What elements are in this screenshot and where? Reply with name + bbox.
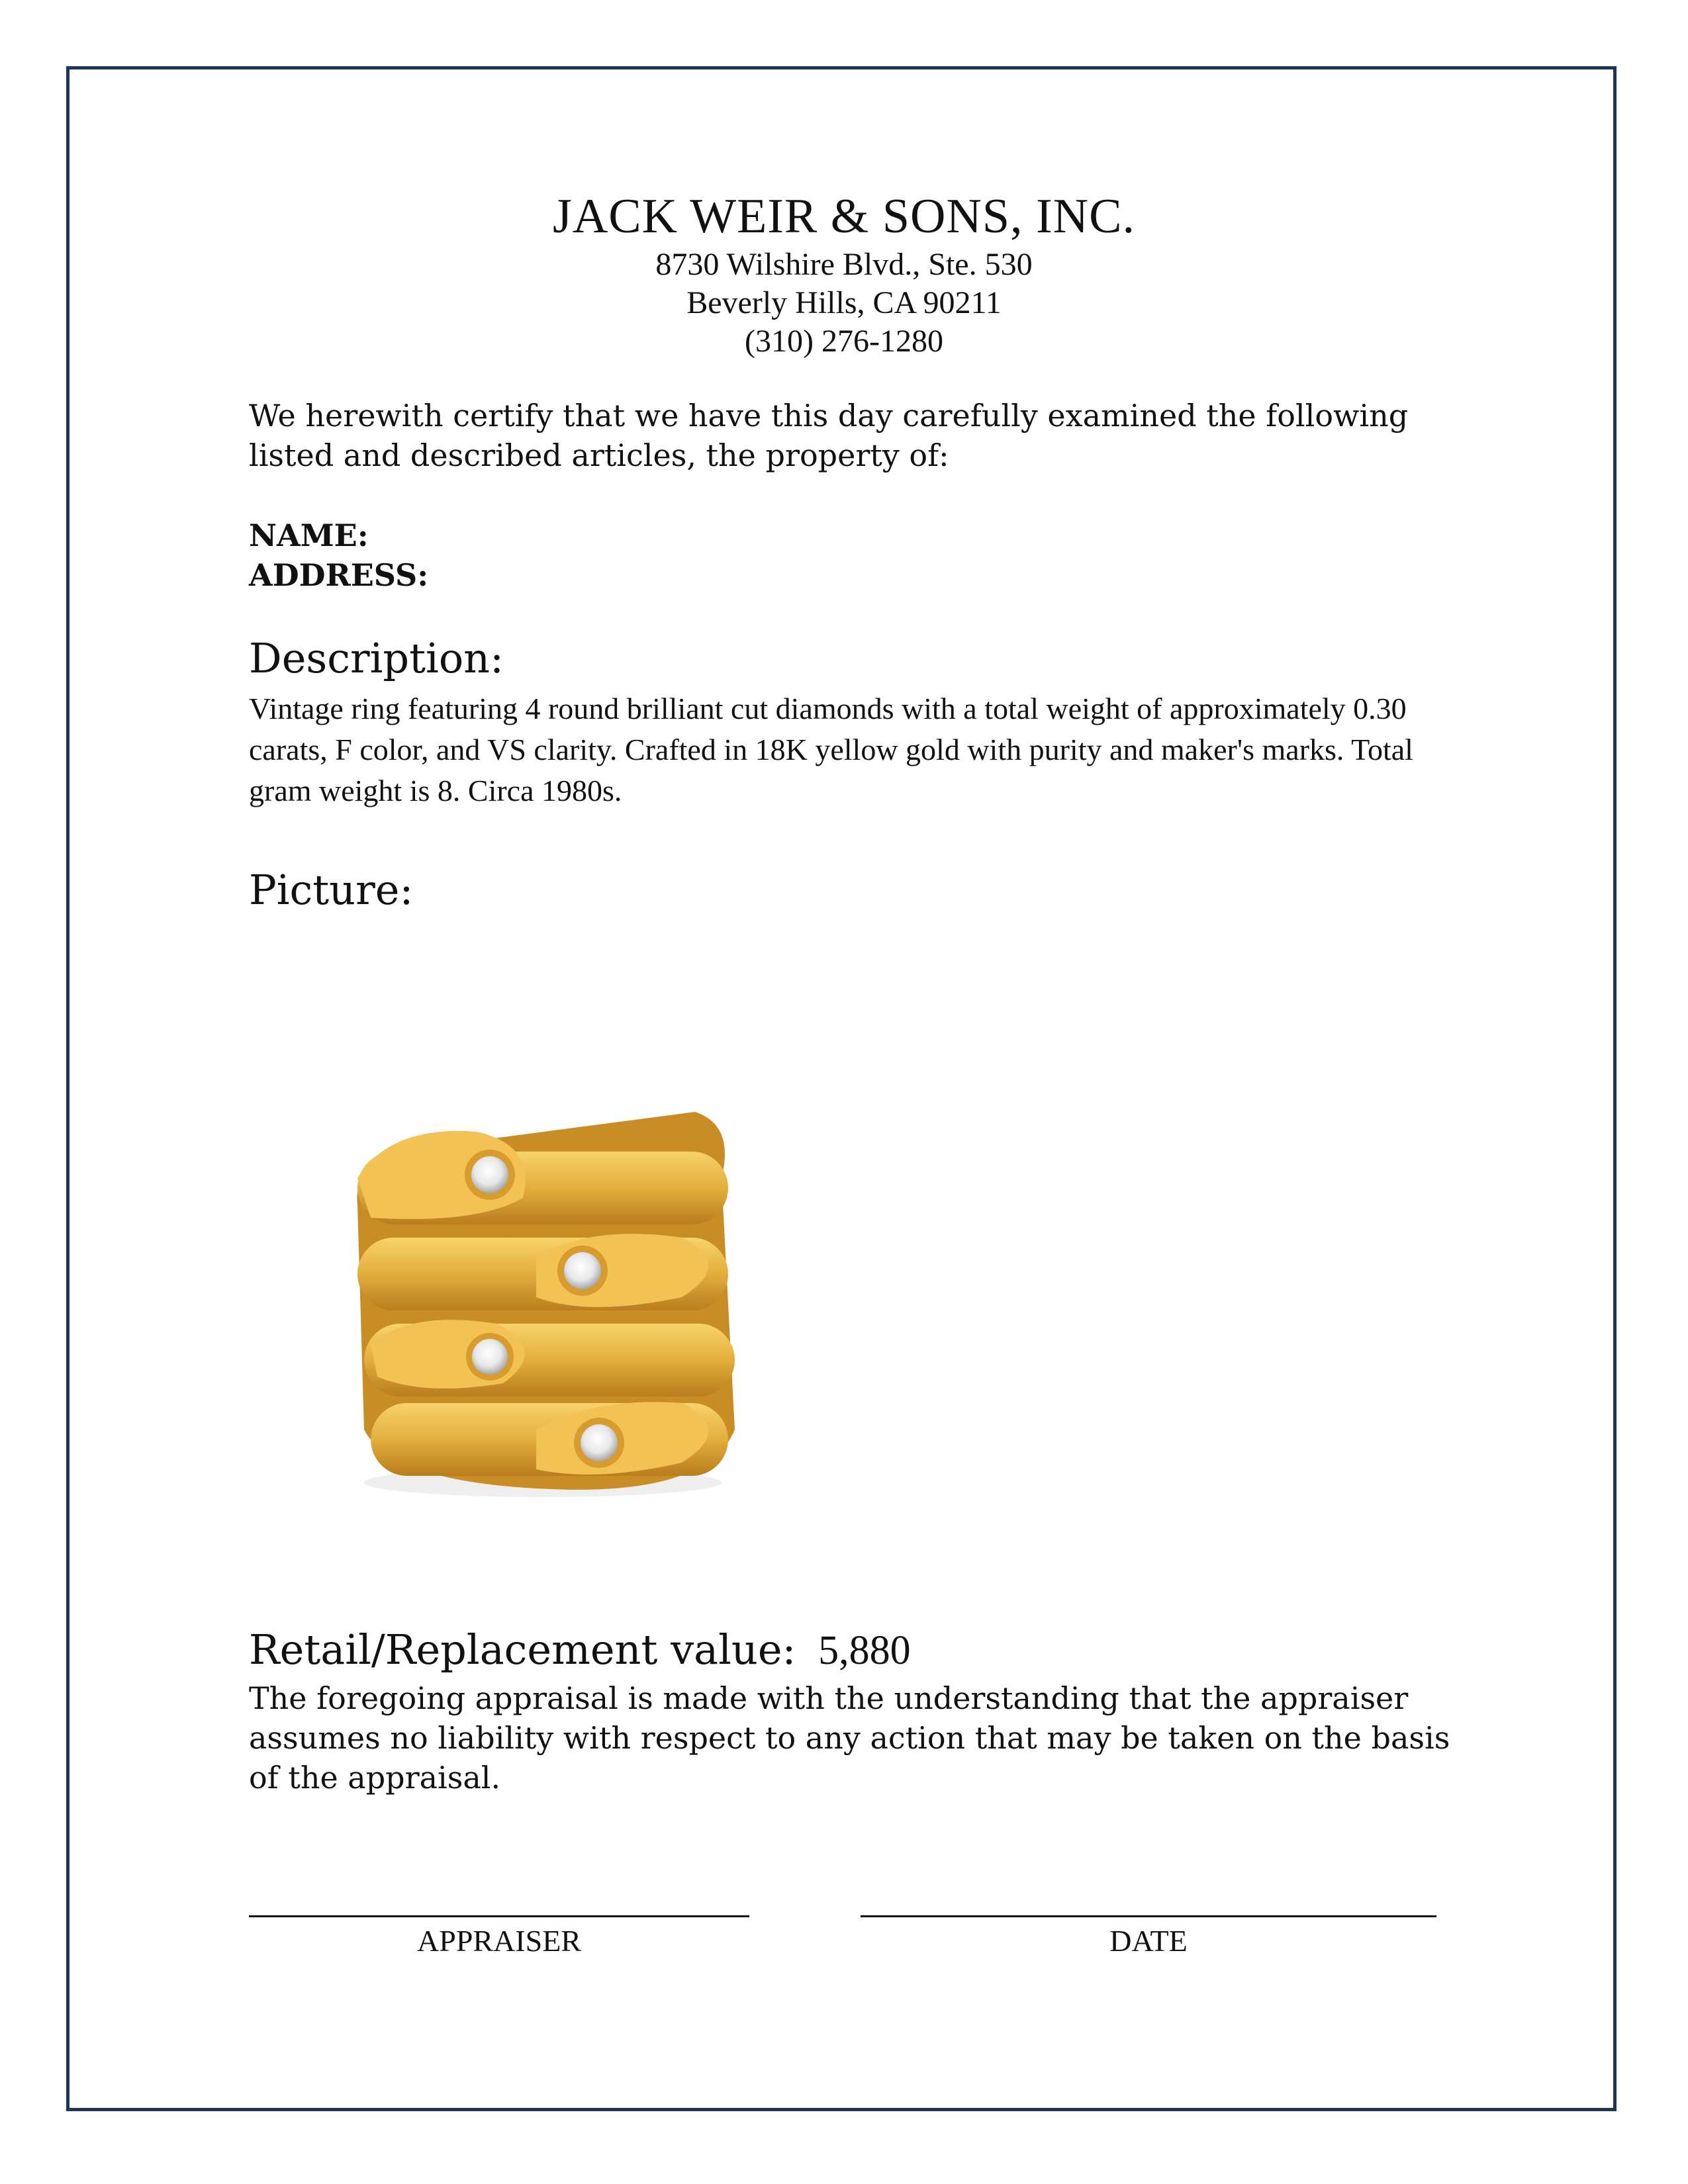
appraiser-signature-line <box>249 1915 749 1917</box>
retail-value <box>249 1625 911 1674</box>
company-address-line1: 8730 Wilshire Blvd., Ste. 530 <box>655 247 1033 282</box>
date-label: DATE <box>1109 1924 1188 1958</box>
appraiser-label: APPRAISER <box>417 1924 581 1958</box>
company-address-line2: Beverly Hills, CA 90211 <box>686 285 1002 320</box>
description-heading: Description: <box>249 634 504 682</box>
company-phone: (310) 276-1280 <box>745 324 943 359</box>
disclaimer-text: The foregoing appraisal is made with the understanding that the appraiser assumes no liability with respect to any action that may be taken on the basis of the appraisal. <box>249 1680 1450 1796</box>
ring-photo <box>311 1085 774 1509</box>
company-name: JACK WEIR & SONS, INC. <box>553 189 1135 244</box>
name-label: NAME: <box>249 518 369 553</box>
picture-heading: Picture: <box>249 866 414 914</box>
retail-value-amount: 5,880 <box>818 1628 911 1673</box>
certification-intro: We herewith certify that we have this day carefully examined the following listed and described articles, the property of: <box>249 398 1409 473</box>
description-text: Vintage ring featuring 4 round brilliant cut diamonds with a total weight of approximately 0.30 carats, F color, and VS clarity. Crafted in 18K yellow gold with purity and maker's marks. Total gram weight is 8. Circa 1980s. <box>249 692 1413 807</box>
date-signature-line <box>861 1915 1436 1917</box>
ring-image <box>311 1085 774 1509</box>
address-label: ADDRESS: <box>249 557 429 593</box>
page-border <box>66 66 1617 2111</box>
retail-value-label: Retail/Replacement value: <box>249 1625 796 1674</box>
